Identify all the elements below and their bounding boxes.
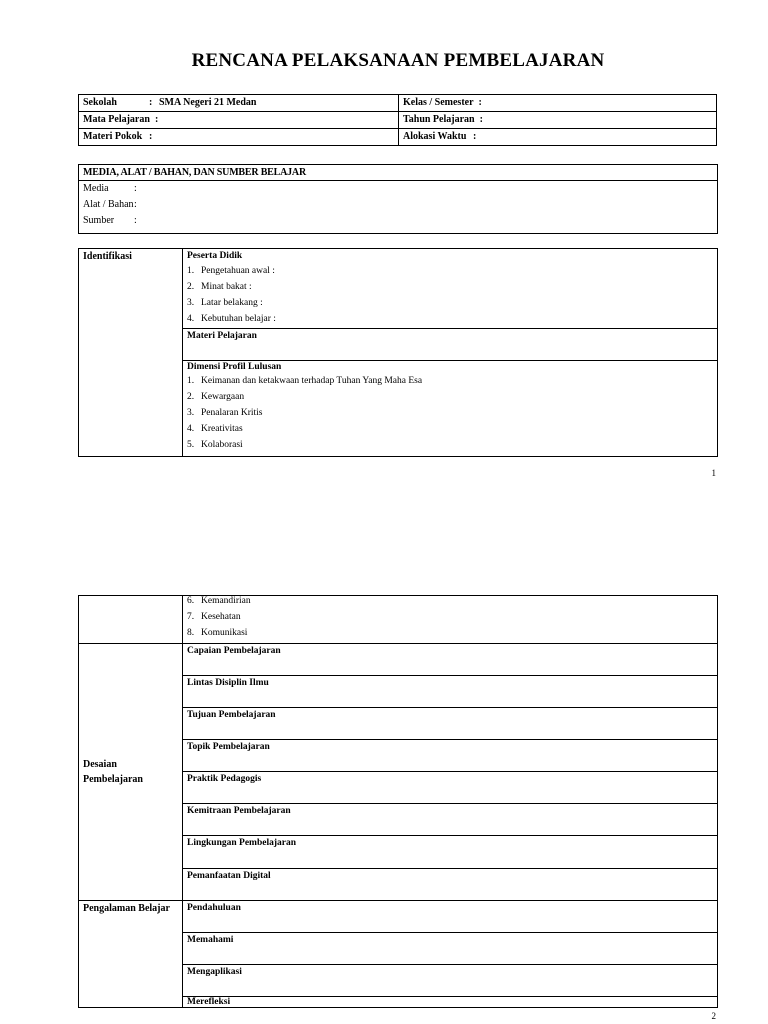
list-item (187, 609, 713, 625)
list-item (187, 405, 713, 421)
section-heading: Merefleksi (187, 997, 231, 1007)
section-heading: Topik Pembelajaran (187, 742, 270, 752)
desain-block (183, 740, 717, 772)
page-title: RENCANA PELAKSANAAN PEMBELAJARAN (191, 50, 605, 71)
tahun-cell (399, 112, 717, 129)
list-item (187, 263, 713, 279)
desain-block (183, 804, 717, 836)
list-number: 1. (187, 376, 195, 386)
materi-cell (79, 129, 399, 146)
peserta-cell (183, 249, 718, 329)
colon: : (473, 131, 477, 142)
colon: : (134, 215, 137, 226)
list-text: Kesehatan (201, 612, 241, 622)
desain-block (183, 708, 717, 740)
desain-cell (183, 644, 718, 901)
section-heading: Mengaplikasi (187, 967, 242, 977)
media-heading: MEDIA, ALAT / BAHAN, DAN SUMBER BELAJAR (79, 165, 718, 181)
list-item (187, 311, 713, 327)
list-item (187, 625, 713, 641)
header-table (78, 94, 717, 146)
media-label: Media (83, 183, 109, 194)
alokasi-cell (399, 129, 717, 146)
list-item (187, 373, 713, 389)
kelas-cell (399, 95, 717, 112)
list-number: 7. (187, 612, 195, 622)
media-body (79, 181, 718, 234)
list-number: 4. (187, 314, 195, 324)
colon: : (134, 183, 137, 194)
tahun-label: Tahun Pelajaran (403, 114, 475, 125)
list-item (187, 295, 713, 311)
colon: : (479, 114, 483, 125)
alat-label: Alat / Bahan (83, 199, 134, 210)
identifikasi-table (78, 248, 718, 457)
list-text: Penalaran Kritis (201, 408, 263, 418)
section-heading: Tujuan Pembelajaran (187, 710, 276, 720)
materi-label: Materi Pokok (83, 131, 143, 142)
sekolah-label: Sekolah (83, 97, 117, 108)
list-number: 1. (187, 266, 195, 276)
list-text: Keimanan dan ketakwaan terhadap Tuhan Yang Maha Esa (201, 376, 423, 386)
list-text: Kreativitas (201, 424, 243, 434)
list-text: Komunikasi (201, 628, 248, 638)
section-heading: Kemitraan Pembelajaran (187, 806, 291, 816)
list-number: 4. (187, 424, 195, 434)
list-text: Kewargaan (201, 392, 245, 402)
peserta-heading: Peserta Didik (187, 251, 243, 261)
colon: : (478, 97, 482, 108)
colon: : (149, 97, 153, 108)
kelas-label: Kelas / Semester (403, 97, 474, 108)
colon: : (134, 199, 137, 210)
desain-block (183, 836, 717, 869)
section-heading: Pemanfaatan Digital (187, 871, 271, 881)
list-number: 8. (187, 628, 195, 638)
desain-block (183, 676, 717, 708)
page2-table (78, 595, 718, 1008)
list-item (187, 421, 713, 437)
list-number: 6. (187, 596, 195, 606)
dimensi-cont-label (79, 596, 183, 644)
list-item (187, 593, 713, 609)
list-number: 2. (187, 392, 195, 402)
dimensi-list (187, 373, 713, 453)
alokasi-label: Alokasi Waktu (403, 131, 467, 142)
list-text: Kolaborasi (201, 440, 243, 450)
pengalaman-cell (183, 901, 718, 1008)
section-heading: Praktik Pedagogis (187, 774, 262, 784)
list-text: Minat bakat : (201, 282, 252, 292)
dimensi-cell (183, 361, 718, 457)
page-number-2: 2 (711, 1011, 716, 1021)
peserta-list (187, 263, 713, 327)
materi-heading: Materi Pelajaran (187, 331, 257, 341)
desain-block (183, 644, 717, 676)
media-table (78, 164, 718, 234)
list-text: Pengetahuan awal : (201, 266, 275, 276)
page-number-1: 1 (711, 468, 716, 478)
pengalaman-block (183, 965, 717, 997)
dimensi-list-cont (187, 593, 713, 641)
materi-pelajaran-cell (183, 329, 718, 361)
mapel-label: Mata Pelajaran (83, 114, 150, 125)
pengalaman-block (183, 933, 717, 965)
desain-block (183, 772, 717, 804)
desain-label: Desaian Pembelajaran (79, 644, 183, 901)
pengalaman-block (183, 901, 717, 933)
desain-block (183, 869, 717, 900)
list-number: 5. (187, 440, 195, 450)
section-heading: Capaian Pembelajaran (187, 646, 281, 656)
pengalaman-label: Pengalaman Belajar (79, 901, 183, 1008)
colon: : (149, 131, 153, 142)
sekolah-value: SMA Negeri 21 Medan (159, 97, 257, 108)
list-number: 3. (187, 408, 195, 418)
section-heading: Memahami (187, 935, 234, 945)
pengalaman-block (183, 997, 717, 1007)
list-text: Kebutuhan belajar : (201, 314, 276, 324)
list-item (187, 389, 713, 405)
dimensi-cont-cell (183, 596, 718, 644)
sekolah-cell (79, 95, 399, 112)
section-heading: Lingkungan Pembelajaran (187, 838, 297, 848)
section-heading: Lintas Disiplin Ilmu (187, 678, 269, 688)
list-item (187, 437, 713, 453)
section-heading: Pendahuluan (187, 903, 241, 913)
mapel-cell (79, 112, 399, 129)
identifikasi-label: Identifikasi (79, 249, 183, 457)
list-text: Kemandirian (201, 596, 251, 606)
list-item (187, 279, 713, 295)
dimensi-heading: Dimensi Profil Lulusan (187, 362, 282, 372)
list-number: 2. (187, 282, 195, 292)
sumber-label: Sumber (83, 215, 115, 226)
colon: : (154, 114, 159, 125)
list-text: Latar belakang : (201, 298, 263, 308)
list-number: 3. (187, 298, 195, 308)
